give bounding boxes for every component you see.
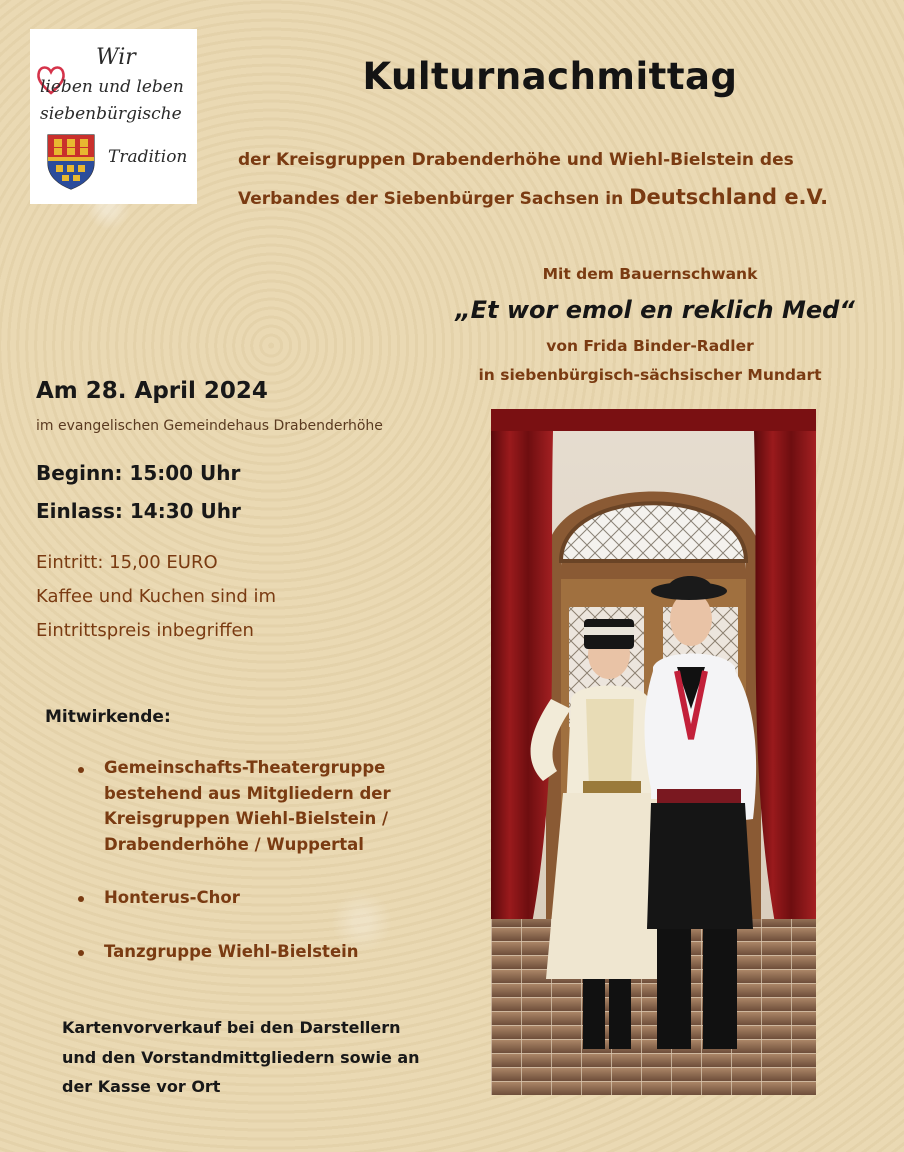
play-author: von Frida Binder-Radler	[546, 337, 754, 355]
fee-text-line-1: Eintritt: 15,00 EURO	[36, 552, 218, 573]
contributor-item-theater-line-1: Gemeinschafts-Theatergruppe	[104, 758, 386, 777]
logo-text-tradition: Tradition	[108, 147, 188, 167]
organizer-line-1: der Kreisgruppen Drabenderhöhe und Wiehl-Bielstein des	[238, 150, 794, 170]
ticket-info	[62, 1013, 420, 1102]
play-title: „Et wor emol en reklich Med“	[455, 296, 855, 324]
page-title: Kulturnachmittag	[362, 55, 738, 98]
organizer-line-2-text: Verbandes der Siebenbürger Sachsen in	[238, 189, 630, 209]
event-venue: im evangelischen Gemeindehaus Drabenderhöhe	[36, 418, 383, 434]
couple-in-traditional-costume-image	[491, 409, 816, 1095]
logo	[30, 29, 197, 204]
fee-text-line-2: Kaffee und Kuchen sind im	[36, 586, 277, 607]
contributors-heading: Mitwirkende:	[45, 707, 171, 727]
contributor-item-choir: Honterus-Chor	[104, 888, 240, 907]
fee-text-line-3: Eintrittspreis inbegriffen	[36, 620, 254, 641]
couple-photo	[491, 409, 816, 1095]
organizer-line-2-emphasis: Deutschland e.V.	[629, 185, 829, 209]
organizer-line-2	[238, 185, 828, 209]
ticket-info-line-3: der Kasse vor Ort	[62, 1077, 221, 1096]
ticket-info-line-1: Kartenvorverkauf bei den Darstellern	[62, 1018, 401, 1037]
ticket-info-line-2: und den Vorstandmittgliedern sowie an	[62, 1047, 420, 1067]
bullet-icon	[78, 950, 84, 956]
play-intro: Mit dem Bauernschwank	[542, 265, 758, 283]
bullet-icon	[78, 896, 84, 902]
event-admission-time: Einlass: 14:30 Uhr	[36, 499, 241, 523]
contributor-item-theater-line-2: bestehend aus Mitgliedern der	[104, 783, 391, 803]
play-dialect: in siebenbürgisch-sächsischer Mundart	[478, 366, 822, 384]
contributor-item-theater-line-3: Kreisgruppen Wiehl-Bielstein /	[104, 809, 389, 828]
contributor-item-theater-line-4: Drabenderhöhe / Wuppertal	[104, 834, 364, 854]
logo-text-lieben: lieben und leben	[40, 77, 184, 97]
logo-text-siebenbuergische: siebenbürgische	[40, 104, 182, 124]
event-date: Am 28. April 2024	[36, 378, 268, 404]
logo-text-wir: Wir	[96, 45, 136, 70]
event-begin-time: Beginn: 15:00 Uhr	[36, 461, 241, 485]
contributor-item-theater	[104, 755, 391, 857]
coat-of-arms-icon	[46, 133, 96, 191]
bullet-icon	[78, 767, 84, 773]
contributor-item-dance-group: Tanzgruppe Wiehl-Bielstein	[104, 942, 359, 961]
